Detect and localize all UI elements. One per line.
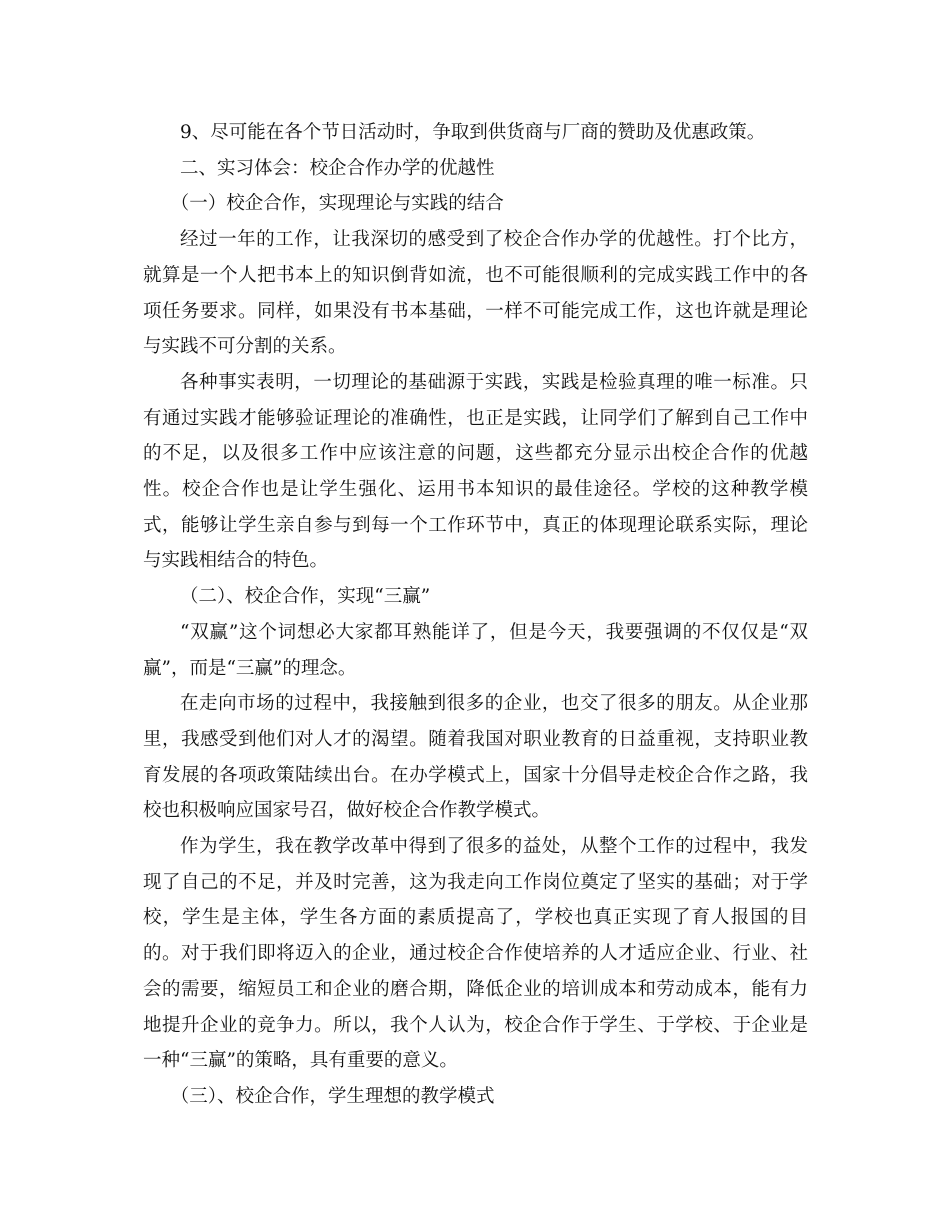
paragraph: 经过一年的工作，让我深切的感受到了校企合作办学的优越性。打个比方，就算是一个人把书本上的知识倒背如流，也不可能很顺利的完成实践工作中的各项任务要求。同样，如果没有书本基础，一样不可能完成工作，这也许就是理论与实践不可分割的关系。 [143,229,808,358]
subsection-heading: （一）校企合作，实现理论与实践的结合 [170,193,504,215]
paragraph: “双赢”这个词想必大家都耳熟能详了，但是今天，我要强调的不仅仅是“双赢”，而是“三赢”的理念。 [143,621,808,679]
document-page [143,115,808,1115]
paragraph: 作为学生，我在教学改革中得到了很多的益处，从整个工作的过程中，我发现了自己的不足，并及时完善，这为我走向工作岗位奠定了坚实的基础；对于学校，学生是主体，学生各方面的素质提高了，学校也真正实现了育人报国的目的。对于我们即将迈入的企业，通过校企合作使培养的人才适应企业、行业、社会的需要，缩短员工和企业的磨合期，降低企业的培训成本和劳动成本，能有力地提升企业的竞争力。所以，我个人认为，校企合作于学生、于学校、于企业是一种“三赢”的策略，具有重要的意义。 [143,836,808,1072]
subsection-heading: （三）、校企合作，学生理想的教学模式 [170,1085,495,1107]
paragraph: 各种事实表明，一切理论的基础源于实践，实践是检验真理的唯一标准。只有通过实践才能够验证理论的准确性，也正是实践，让同学们了解到自己工作中的不足，以及很多工作中应该注意的问题，这些都充分显示出校企合作的优越性。校企合作也是让学生强化、运用书本知识的最佳途径。学校的这种教学模式，能够让学生亲自参与到每一个工作环节中，真正的体现理论联系实际，理论与实践相结合的特色。 [143,371,808,572]
paragraph: 在走向市场的过程中，我接触到很多的企业，也交了很多的朋友。从企业那里，我感受到他们对人才的渴望。随着我国对职业教育的日益重视，支持职业教育发展的各项政策陆续出台。在办学模式上，国家十分倡导走校企合作之路，我校也积极响应国家号召，做好校企合作教学模式。 [143,693,808,822]
section-heading: 二、实习体会：校企合作办学的优越性 [180,157,495,179]
subsection-heading: （二）、校企合作，实现“三赢” [180,586,431,608]
paragraph: 9、尽可能在各个节日活动时，争取到供货商与厂商的赞助及优惠政策。 [180,122,766,143]
